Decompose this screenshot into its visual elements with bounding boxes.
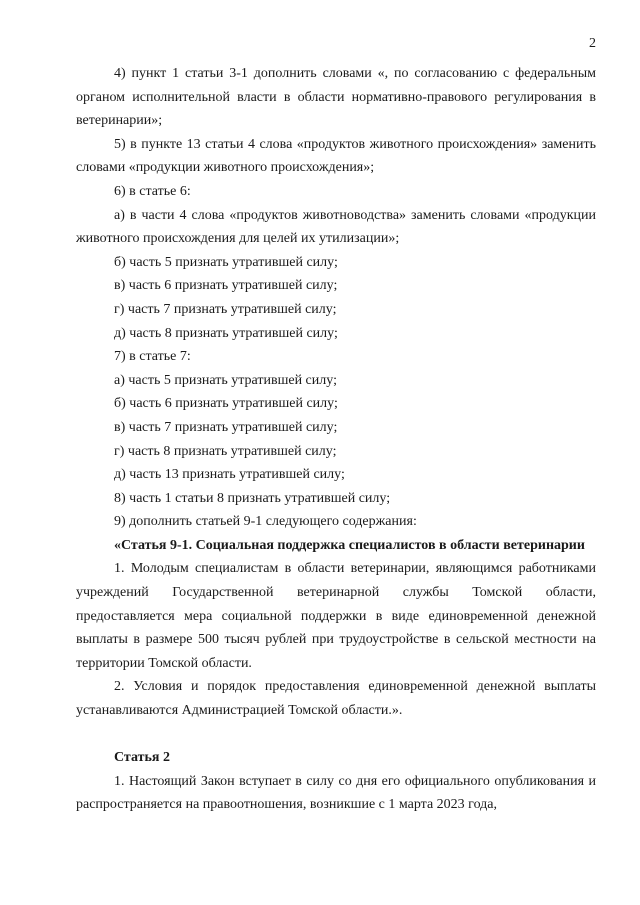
paragraph-item-5: 5) в пункте 13 статьи 4 слова «продуктов животного происхождения» заменить словами «продукции животного происхождения»;: [76, 136, 596, 176]
document-body: [76, 62, 596, 817]
article-9-1-part-2: 2. Условия и порядок предоставления единовременной денежной выплаты устанавливаются Администрацией Томской области.».: [76, 679, 596, 719]
page-number: 2: [589, 36, 596, 51]
paragraph-item-8: 8) часть 1 статьи 8 признать утратившей силу;: [114, 490, 391, 506]
paragraph-item-6v: в) часть 6 признать утратившей силу;: [114, 278, 338, 294]
article-2-part-1: 1. Настоящий Закон вступает в силу со дня его официального опубликования и распространяется на правоотношения, возникшие с 1 марта 2023 года,: [76, 773, 596, 813]
paragraph-item-6: 6) в статье 6:: [114, 183, 191, 199]
section-spacer: [76, 723, 596, 747]
article-9-1-part-1: 1. Молодым специалистам в области ветеринарии, являющимся работниками учреждений Государственной ветеринарной службы Томской области, предоставляется мера социальной поддержки в виде единовременной денежной выплаты в размере 500 тысяч рублей при трудоустройстве в сельской местности на территории Томской области.: [76, 561, 596, 671]
paragraph-item-4: 4) пункт 1 статьи 3-1 дополнить словами «, по согласованию с федеральным органом исполнительной власти в области нормативно-правового регулирования в ветеринарии»;: [76, 66, 596, 129]
paragraph-item-7g: г) часть 8 признать утратившей силу;: [114, 443, 337, 459]
paragraph-item-6d: д) часть 8 признать утратившей силу;: [114, 325, 338, 341]
paragraph-item-7a: а) часть 5 признать утратившей силу;: [114, 372, 337, 388]
paragraph-item-7b: б) часть 6 признать утратившей силу;: [114, 396, 338, 412]
paragraph-item-7v: в) часть 7 признать утратившей силу;: [114, 419, 338, 435]
paragraph-item-6b: б) часть 5 признать утратившей силу;: [114, 254, 338, 270]
paragraph-item-7d: д) часть 13 признать утратившей силу;: [114, 467, 345, 483]
paragraph-item-6a: а) в части 4 слова «продуктов животноводства» заменить словами «продукции животного происхождения для целей их утилизации»;: [76, 207, 596, 247]
paragraph-item-6g: г) часть 7 признать утратившей силу;: [114, 301, 337, 317]
paragraph-item-7: 7) в статье 7:: [114, 349, 191, 365]
article-2-heading: Статья 2: [114, 750, 170, 766]
article-9-1-heading: «Статья 9-1. Социальная поддержка специалистов в области ветеринарии: [114, 537, 585, 553]
paragraph-item-9: 9) дополнить статьей 9-1 следующего содержания:: [114, 514, 417, 530]
